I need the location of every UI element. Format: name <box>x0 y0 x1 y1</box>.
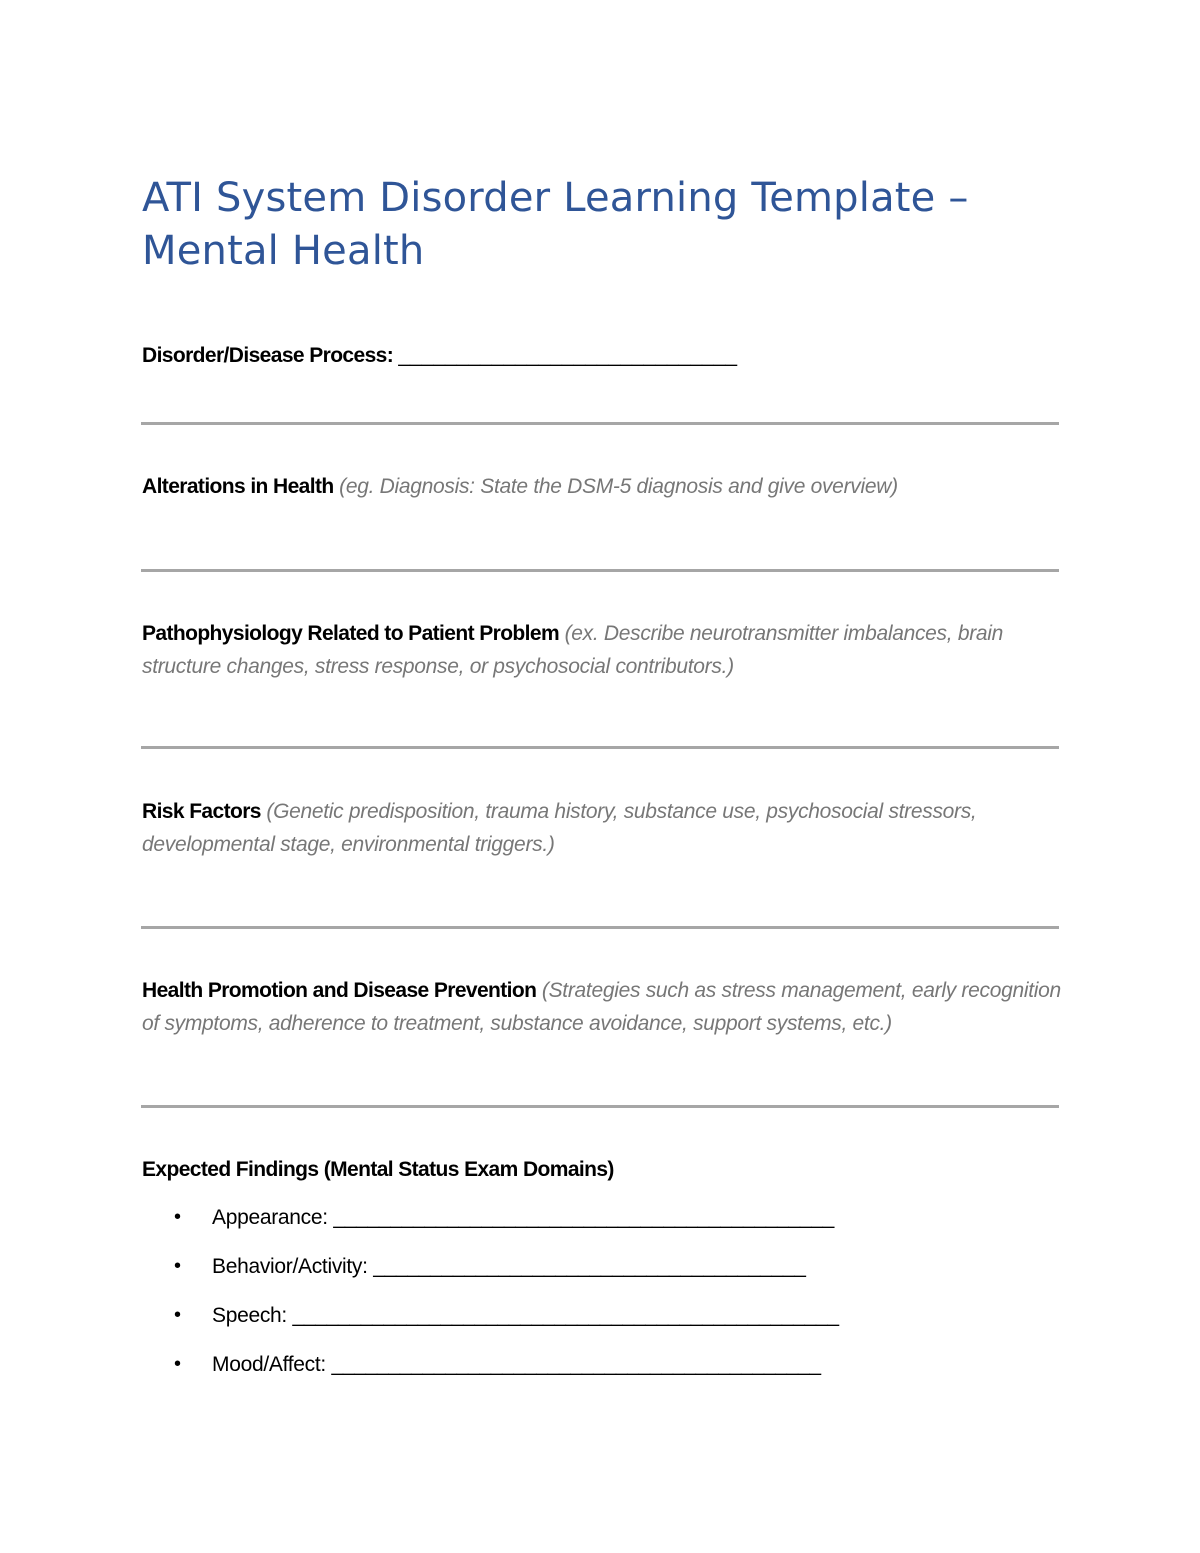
expected-findings-heading <box>142 1153 1062 1186</box>
expected-findings-label: Expected Findings (Mental Status Exam Domains) <box>142 1158 614 1181</box>
pathophysiology-label: Pathophysiology Related to Patient Problem <box>142 622 560 645</box>
behavior-activity-field[interactable]: Behavior/Activity: ______________________________________ <box>212 1255 806 1278</box>
section-divider <box>141 926 1059 929</box>
health-promotion-hint: (Strategies such as stress management, early recognition of symptoms, adherence to treatment, substance avoidance, support systems, etc.) <box>142 979 1061 1035</box>
bullet-icon: • <box>174 1353 181 1375</box>
alterations-in-health-heading <box>142 470 1062 503</box>
pathophysiology-hint: (ex. Describe neurotransmitter imbalances, brain structure changes, stress response, or psychosocial contributors.) <box>142 622 1004 678</box>
risk-factors-heading <box>142 795 1062 861</box>
list-item <box>142 1348 1042 1397</box>
section-divider <box>141 1105 1059 1108</box>
bullet-icon: • <box>174 1206 181 1228</box>
pathophysiology-heading <box>142 617 1062 683</box>
title-line-2: Mental Health <box>142 228 425 274</box>
section-divider <box>141 422 1059 425</box>
speech-field[interactable]: Speech: ________________________________________________ <box>212 1304 839 1327</box>
health-promotion-label: Health Promotion and Disease Prevention <box>142 979 537 1002</box>
section-divider <box>141 746 1059 749</box>
bullet-icon: • <box>174 1255 181 1277</box>
risk-factors-hint: (Genetic predisposition, trauma history, substance use, psychosocial stressors, developmental stage, environmental triggers.) <box>142 800 977 856</box>
alterations-in-health-hint: (eg. Diagnosis: State the DSM-5 diagnosis and give overview) <box>333 475 898 498</box>
title-line-1: ATI System Disorder Learning Template – <box>142 175 969 221</box>
disorder-process-heading <box>142 339 1062 372</box>
page-title <box>142 172 1042 278</box>
appearance-field[interactable]: Appearance: ____________________________________________ <box>212 1206 835 1229</box>
health-promotion-heading <box>142 974 1062 1040</box>
bullet-icon: • <box>174 1304 181 1326</box>
expected-findings-list <box>142 1201 1042 1397</box>
alterations-in-health-label: Alterations in Health <box>142 475 334 498</box>
mood-affect-field[interactable]: Mood/Affect: ___________________________________________ <box>212 1353 821 1376</box>
risk-factors-label: Risk Factors <box>142 800 261 823</box>
list-item <box>142 1250 1042 1299</box>
disorder-process-label: Disorder/Disease Process: <box>142 344 399 367</box>
list-item <box>142 1299 1042 1348</box>
disorder-process-blank[interactable]: _____________________________ <box>398 344 738 367</box>
section-divider <box>141 569 1059 572</box>
list-item <box>142 1201 1042 1250</box>
